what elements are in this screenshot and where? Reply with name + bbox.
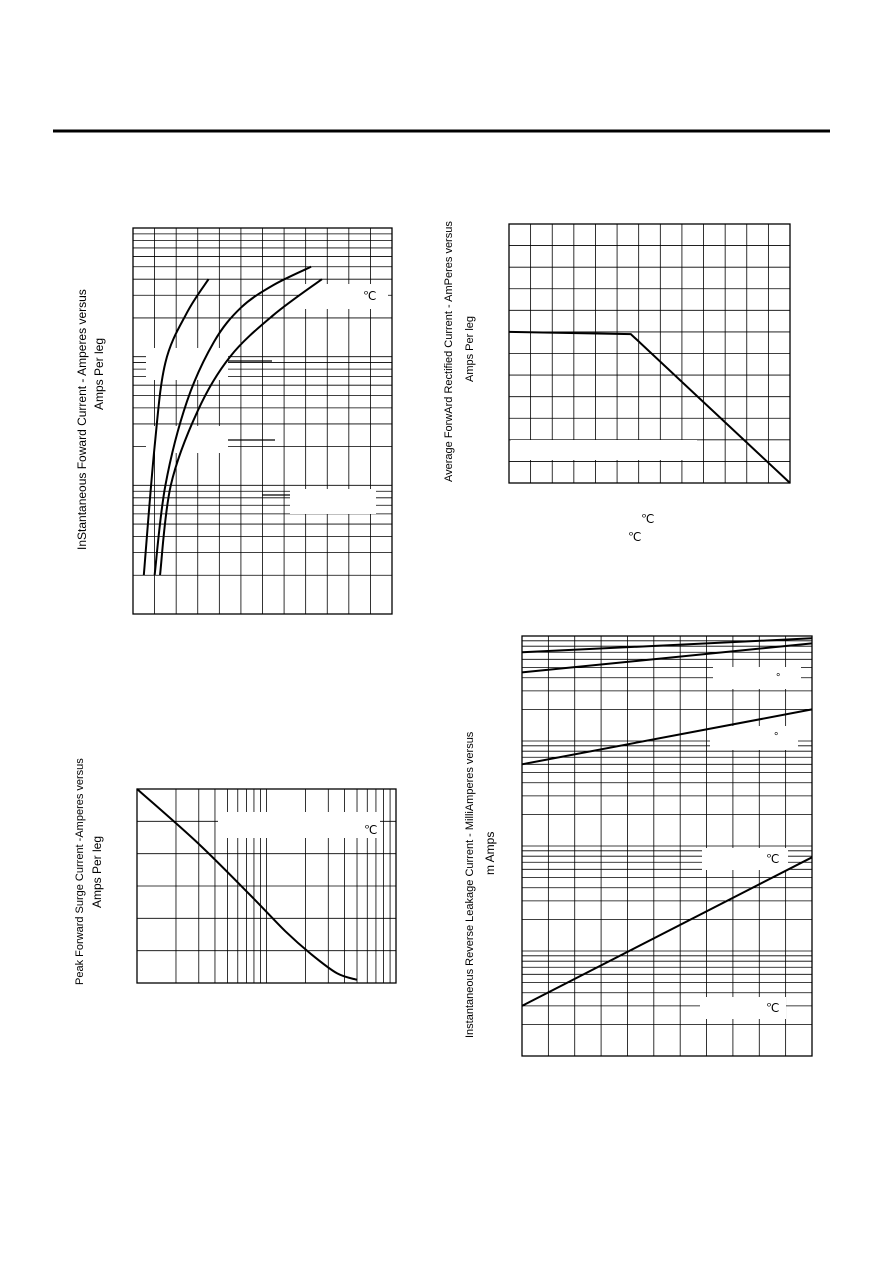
forward-annotations — [146, 284, 388, 514]
forward-current-chart — [75, 228, 392, 614]
forward-curves — [144, 267, 322, 576]
derating-chart — [443, 221, 790, 544]
derating-unit-symbol-b: ℃ — [628, 530, 642, 544]
leakage-degree-a: ° — [776, 672, 781, 684]
leakage-degree-b: ° — [774, 731, 779, 743]
leakage-label-box-a — [713, 667, 801, 689]
leakage-series-1 — [522, 638, 812, 652]
forward-ylabel-line2: Amps Per leg — [92, 337, 106, 410]
forward-label-box-b — [146, 426, 228, 453]
leakage-current-chart — [464, 636, 812, 1056]
forward-ylabel-line1: InStantaneous Foward Current - Amperes versus — [75, 289, 89, 550]
surge-current-chart — [74, 758, 396, 985]
derating-label-box — [511, 440, 697, 460]
surge-annotations — [218, 812, 380, 838]
leakage-unit-symbol-a: ℃ — [766, 852, 780, 866]
surge-unit-symbol: ℃ — [364, 823, 378, 837]
surge-ylabel-line1: Peak Forward Surge Current -Amperes versus — [74, 758, 86, 985]
forward-label-box-c — [290, 489, 376, 514]
derating-unit-symbol-a: ℃ — [641, 512, 655, 526]
derating-series-1 — [509, 332, 790, 483]
derating-ylabel-line1: Average ForwArd Rectified Current - AmPeres versus — [443, 221, 455, 482]
derating-ylabel-line2: Amps Per leg — [464, 315, 476, 382]
leakage-series-4 — [522, 857, 812, 1006]
forward-series-2 — [155, 267, 312, 576]
leakage-ylabel-line1: Instantaneous Reverse Leakage Current - MilliAmperes versus — [464, 731, 476, 1038]
forward-label-box-a — [146, 348, 228, 380]
leakage-ylabel-line2: m Amps — [483, 831, 497, 875]
surge-ylabel-line2: Amps Per leg — [90, 835, 104, 908]
derating-curves — [509, 332, 790, 483]
leakage-unit-symbol-b: ℃ — [766, 1001, 780, 1015]
surge-label-box — [218, 812, 380, 838]
leakage-label-box-b — [710, 726, 798, 750]
forward-unit-symbol: ℃ — [363, 289, 377, 303]
derating-annotations — [511, 440, 697, 460]
leakage-grid — [522, 636, 812, 1056]
